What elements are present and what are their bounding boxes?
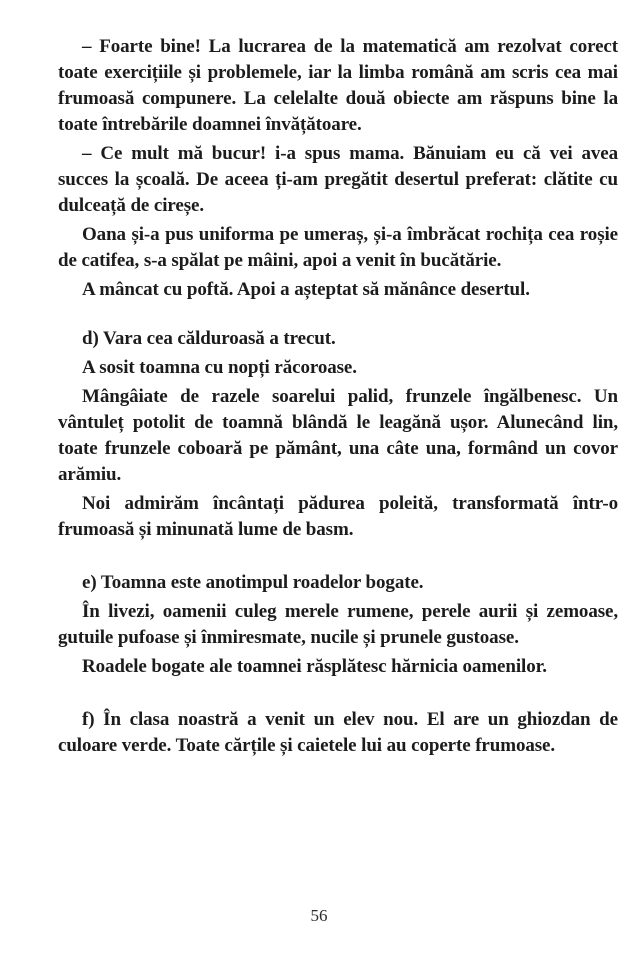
section-d-forest: Noi admirăm încântați pădurea poleită, transformată într-o frumoasă și minunată lume de basm. (58, 493, 618, 540)
section-gap (58, 546, 618, 570)
paragraph-dialogue-1: – Foarte bine! La lucrarea de la matematică am rezolvat corect toate exercițiile și problemele, iar la limba română am scris cea mai frumoasă compunere. La celelalte două obiecte am răspuns bine la toate întrebările doamnei învățătoare. (58, 36, 618, 135)
section-d-heading: d) Vara cea călduroasă a trecut. (82, 328, 336, 349)
section-f-paragraph: f) În clasa noastră a venit un elev nou. El are un ghiozdan de culoare verde. Toate cărțile și caietele lui au coperte frumoase. (58, 709, 618, 756)
section-e-heading: e) Toamna este anotimpul roadelor bogate. (82, 572, 424, 593)
paragraph-oana-uniform: Oana și-a pus uniforma pe umeraș, și-a îmbrăcat rochița cea roșie de catifea, s-a spălat pe mâini, apoi a venit în bucătărie. (58, 224, 618, 271)
section-d-leaves: Mângâiate de razele soarelui palid, frunzele îngălbenesc. Un vântuleț potolit de toamnă blândă le leagănă ușor. Alunecând lin, toate frunzele coboară pe pământ, una câte una, formând un covor arămiu. (58, 386, 618, 485)
section-gap (58, 306, 618, 326)
section-e-orchards: În livezi, oamenii culeg merele rumene, perele aurii și zemoase, gutuile pufoase și înmiresmate, nucile și prunele gustoase. (58, 601, 618, 648)
section-e-reward: Roadele bogate ale toamnei răsplătesc hărnicia oamenilor. (82, 656, 547, 677)
page-number: 56 (310, 906, 328, 925)
paragraph-oana-ate: A mâncat cu poftă. Apoi a așteptat să mănânce desertul. (82, 279, 530, 300)
section-gap (58, 683, 618, 707)
section-d-line-2: A sosit toamna cu nopți răcoroase. (82, 357, 357, 378)
page-content (58, 34, 618, 762)
paragraph-dialogue-2: – Ce mult mă bucur! i-a spus mama. Bănuiam eu că vei avea succes la școală. De aceea ți-am pregătit desertul preferat: clătite cu dulceață de cireșe. (58, 143, 618, 216)
